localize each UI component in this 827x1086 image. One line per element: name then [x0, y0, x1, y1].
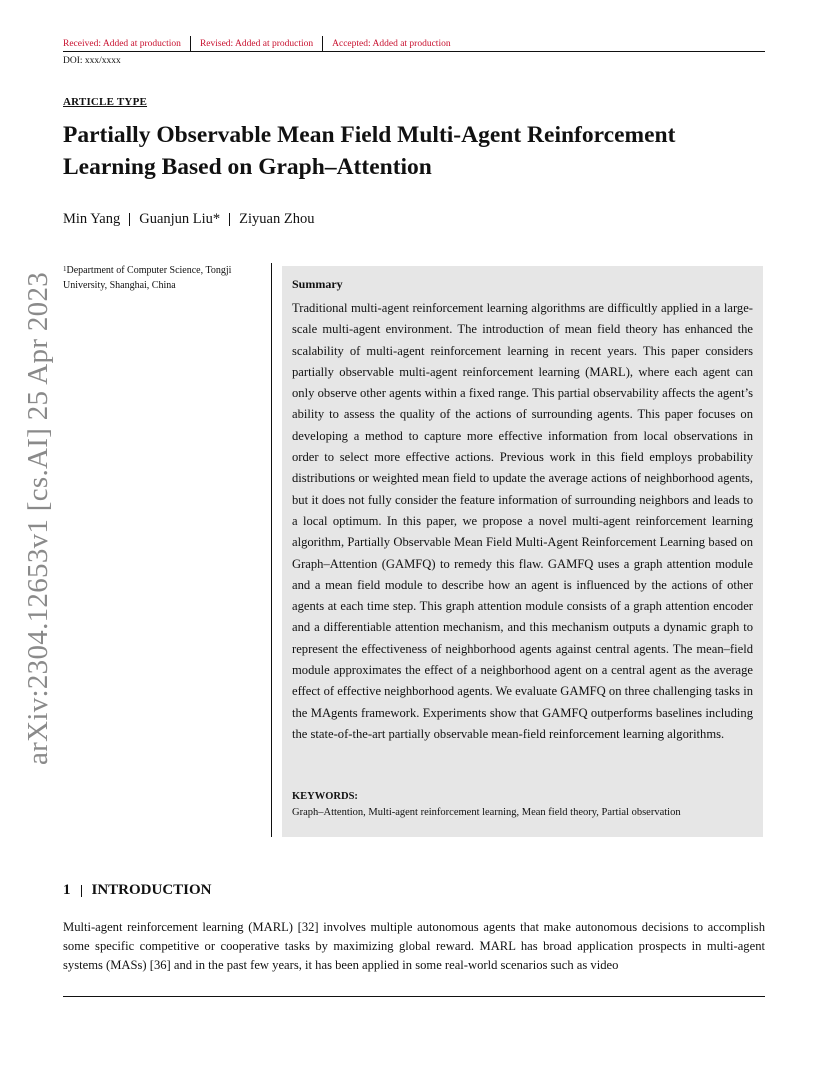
affiliation-text: Department of Computer Science, Tongji University, Shanghai, China — [63, 265, 232, 291]
author-name: Ziyuan Zhou — [239, 211, 315, 227]
section-heading — [63, 882, 212, 899]
author-divider — [129, 213, 130, 226]
affiliation-marker: 1 — [63, 265, 67, 273]
header-rule — [63, 51, 765, 52]
paper-title: Partially Observable Mean Field Multi-Agent Reinforcement Learning Based on Graph–Attention — [63, 122, 676, 180]
keywords-list: Graph–Attention, Multi-agent reinforcement learning, Mean field theory, Partial observation — [292, 807, 681, 818]
doi: DOI: xxx/xxxx — [63, 56, 121, 66]
arxiv-stamp: arXiv:2304.12653v1 [cs.AI] 25 Apr 2023 — [22, 271, 54, 765]
author-name: Guanjun Liu* — [139, 211, 221, 227]
author-divider — [229, 213, 230, 226]
keywords-heading: KEYWORDS: — [292, 791, 358, 802]
revised-date: Revised: Added at production — [199, 38, 314, 49]
section-title: INTRODUCTION — [91, 882, 212, 898]
author-name: Min Yang — [63, 211, 121, 227]
journal-header — [63, 36, 460, 51]
summary-body: Traditional multi-agent reinforcement learning algorithms are difficultly applied in a large-scale multi-agent environment. The introduction of mean field theory has enhanced the scalability of multi-agent reinforcement learning in recent years. This paper considers partially observable multi-agent reinforcement learning (MARL), where each agent can only observe other agents within a fixed range. This partial observability affects the agent’s ability to assess the quality of the actions of surrounding agents. This paper focuses on developing a method to capture more effective information from local observations in order to select more effective actions. Previous work in this field employs probability distributions or weighted mean field to update the average actions of neighborhood agents, but it does not fully consider the feature information of surrounding neighbors and leads to a local optimum. In this paper, we propose a novel multi-agent reinforcement learning algorithm, Partially Observable Mean Field Multi-Agent Reinforcement Learning based on Graph–Attention (GAMFQ) to remedy this flaw. GAMFQ uses a graph attention module and a mean field module to describe how an agent is influenced by the actions of other agents at each time step. This graph attention module consists of a graph attention encoder and a differentiable attention mechanism, and this mechanism outputs a dynamic graph to represent the effectiveness of neighborhood agents against central agents. The mean–field module approximates the effect of a neighborhood agent on a central agent as the average effect of effective neighborhood agents. We evaluate GAMFQ on three challenging tasks in the MAgents framework. Experiments show that GAMFQ outperforms baselines including the state-of-the-art partially observable mean-field reinforcement learning algorithms. — [292, 301, 753, 741]
column-divider — [271, 263, 272, 837]
received-date: Received: Added at production — [63, 38, 181, 49]
accepted-date: Accepted: Added at production — [332, 38, 451, 49]
author-list — [63, 211, 314, 228]
section-number: 1 — [63, 882, 71, 898]
footer-rule — [63, 996, 765, 997]
summary-heading: Summary — [292, 277, 343, 291]
introduction-paragraph: Multi-agent reinforcement learning (MARL) [32] involves multiple autonomous agents that make autonomous decisions to accomplish some specific competitive or cooperative tasks by maximizing global reward. MARL has broad application prospects in multi-agent systems (MASs) [36] and in the past few years, it has been applied in some real-world scenarios such as video — [63, 920, 765, 972]
article-type: ARTICLE TYPE — [63, 96, 148, 108]
section-divider — [81, 885, 82, 897]
affiliation — [63, 263, 263, 293]
